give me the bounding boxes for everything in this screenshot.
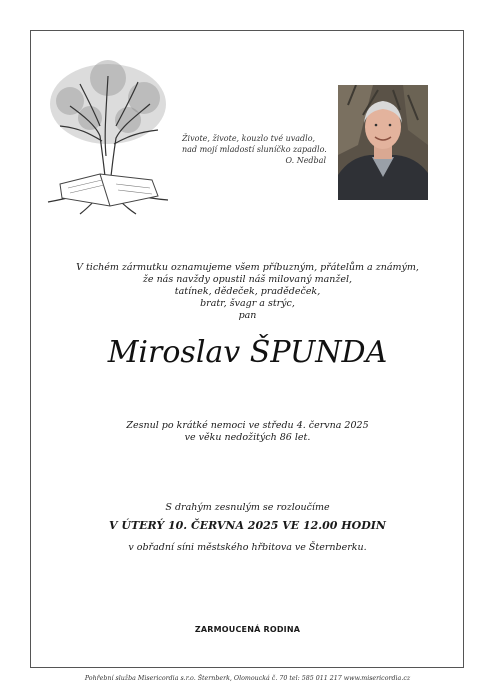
ceremony-intro: S drahým zesnulým se rozloučíme — [165, 502, 330, 513]
quote-author: O. Nedbal — [285, 156, 326, 165]
portrait-photo — [338, 85, 428, 200]
footer-funeral-service: Pohřební služba Misericordia s.r.o. Šternberk, Olomoucká č. 70 tel: 585 011 217 www.misericordia.cz — [84, 675, 411, 682]
quote-line: nad mojí mladostí sluníčko zapadlo. — [182, 145, 327, 154]
death-notice — [40, 420, 455, 444]
death-line: Zesnul po krátké nemoci ve středu 4. června 2025 — [126, 420, 369, 431]
intro-line: tatínek, dědeček, pradědeček, — [174, 286, 321, 297]
ceremony-place: v obřadní síni městského hřbitova ve Šternberku. — [128, 542, 367, 553]
intro-line: bratr, švagr a strýc, — [200, 298, 295, 309]
tree-illustration-icon — [40, 56, 176, 216]
quote-line: Živote, živote, kouzlo tvé uvadlo, — [182, 134, 316, 143]
ceremony-datetime: V ÚTERÝ 10. ČERVNA 2025 VE 12.00 HODIN — [108, 519, 386, 532]
intro-line: V tichém zármutku oznamujeme všem příbuzným, přátelům a známým, — [76, 262, 419, 273]
deceased-name: Miroslav ŠPUNDA — [107, 335, 388, 370]
intro-line: pan — [238, 310, 257, 321]
announcement-intro — [40, 262, 455, 322]
memorial-quote — [182, 133, 332, 166]
death-line: ve věku nedožitých 86 let. — [184, 432, 311, 443]
family-signature: ZARMOUCENÁ RODINA — [194, 625, 301, 634]
intro-line: že nás navždy opustil náš milovaný manžel, — [142, 274, 353, 285]
